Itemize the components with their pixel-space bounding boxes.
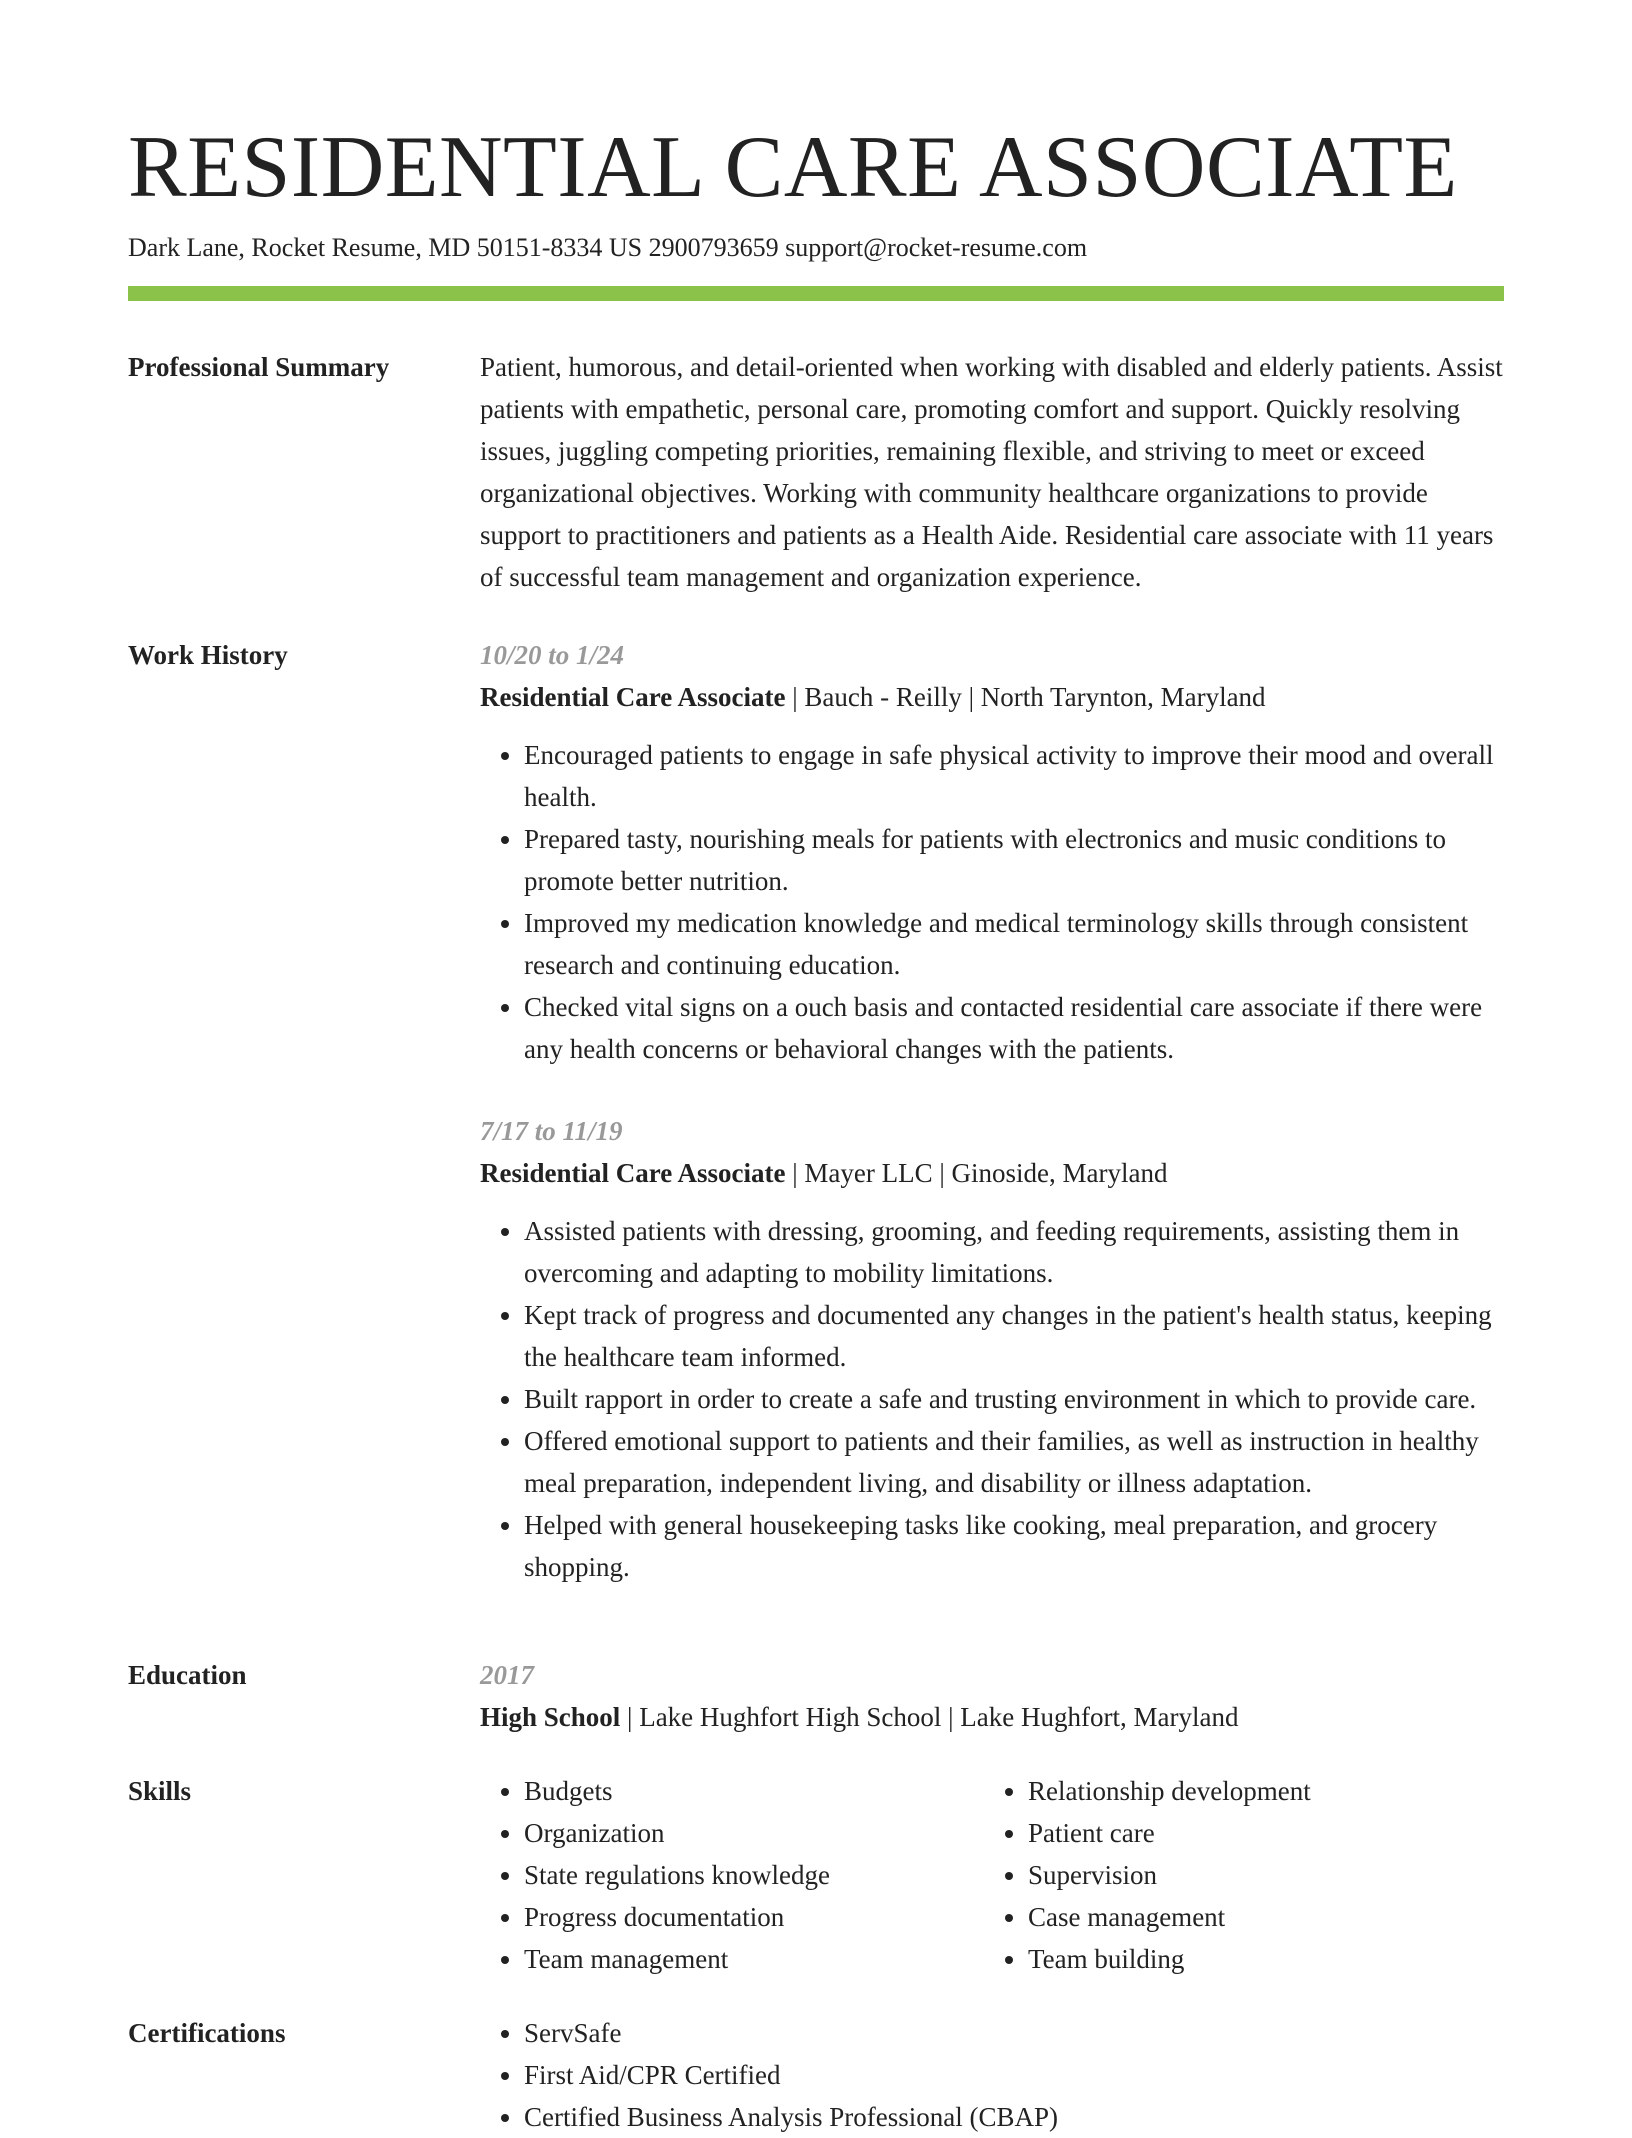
certification-item: • First Aid/CPR Certified: [524, 2054, 1504, 2096]
skill-item: • Case management: [1028, 1896, 1484, 1938]
contact-info: Dark Lane, Rocket Resume, MD 50151-8334 US 2900793659 support@rocket-resume.com: [128, 233, 1088, 262]
education-line: [480, 1696, 1504, 1738]
job-bullet: • Prepared tasty, nourishing meals for patients with electronics and music conditions to promote better nutrition.: [524, 818, 1504, 902]
certifications-title: Certifications: [128, 2018, 286, 2048]
job-bullet: • Encouraged patients to engage in safe physical activity to improve their mood and overall health.: [524, 734, 1504, 818]
skill-item: • State regulations knowledge: [524, 1854, 980, 1896]
job-entry: [480, 634, 1504, 1070]
education-year: 2017: [480, 1660, 534, 1690]
skill-item: • Team building: [1028, 1938, 1484, 1980]
job-role: Residential Care Associate: [480, 1158, 786, 1188]
job-details: | Bauch - Reilly | North Tarynton, Maryland: [785, 682, 1266, 712]
job-bullet: • Checked vital signs on a ouch basis and contacted residential care associate if there were any health concerns or behavioral changes with the patients.: [524, 986, 1504, 1070]
education-degree: High School: [480, 1702, 621, 1732]
job-role: Residential Care Associate: [480, 682, 786, 712]
work-history-title: Work History: [128, 640, 288, 670]
job-dates: 10/20 to 1/24: [480, 640, 625, 670]
job-bullet: • Helped with general housekeeping tasks like cooking, meal preparation, and grocery shopping.: [524, 1504, 1504, 1588]
job-title-line: [480, 676, 1504, 718]
skills-column-left: [480, 1770, 980, 1980]
job-dates: 7/17 to 11/19: [480, 1116, 623, 1146]
resume-name: RESIDENTIAL CARE ASSOCIATE: [128, 119, 1458, 216]
job-bullets: [480, 734, 1504, 1070]
education-details: | Lake Hughfort High School | Lake Hughfort, Maryland: [620, 1702, 1239, 1732]
skill-item: • Relationship development: [1028, 1770, 1484, 1812]
certification-item: • ServSafe: [524, 2012, 1504, 2054]
education-title: Education: [128, 1660, 247, 1690]
certification-item: • Certified Business Analysis Professional (CBAP): [524, 2096, 1504, 2138]
skill-item: • Budgets: [524, 1770, 980, 1812]
summary-text: Patient, humorous, and detail-oriented when working with disabled and elderly patients. Assist patients with empathetic, personal care, promoting comfort and support. Quickly resolving issues, juggling competing priorities, remaining flexible, and striving to meet or exceed organizational objectives. Working with community healthcare organizations to provide support to practitioners and patients as a Health Aide. Residential care associate with 11 years of successful team management and organization experience.: [480, 352, 1503, 592]
skills-column-right: [984, 1770, 1484, 1980]
job-title-line: [480, 1152, 1504, 1194]
job-bullet: • Assisted patients with dressing, grooming, and feeding requirements, assisting them in overcoming and adapting to mobility limitations.: [524, 1210, 1504, 1294]
skill-item: • Supervision: [1028, 1854, 1484, 1896]
job-bullet: • Built rapport in order to create a safe and trusting environment in which to provide care.: [524, 1378, 1504, 1420]
header-divider: [128, 286, 1504, 301]
job-bullet: • Offered emotional support to patients and their families, as well as instruction in healthy meal preparation, independent living, and disability or illness adaptation.: [524, 1420, 1504, 1504]
job-bullet: • Kept track of progress and documented any changes in the patient's health status, keeping the healthcare team informed.: [524, 1294, 1504, 1378]
job-details: | Mayer LLC | Ginoside, Maryland: [785, 1158, 1168, 1188]
skill-item: • Organization: [524, 1812, 980, 1854]
skill-item: • Patient care: [1028, 1812, 1484, 1854]
certification-list: [480, 2012, 1504, 2138]
job-bullets: [480, 1210, 1504, 1588]
job-bullet: • Improved my medication knowledge and medical terminology skills through consistent research and continuing education.: [524, 902, 1504, 986]
skill-item: • Progress documentation: [524, 1896, 980, 1938]
skills-title: Skills: [128, 1776, 192, 1806]
job-entry: [480, 1110, 1504, 1588]
summary-title: Professional Summary: [128, 352, 390, 382]
skill-item: • Team management: [524, 1938, 980, 1980]
